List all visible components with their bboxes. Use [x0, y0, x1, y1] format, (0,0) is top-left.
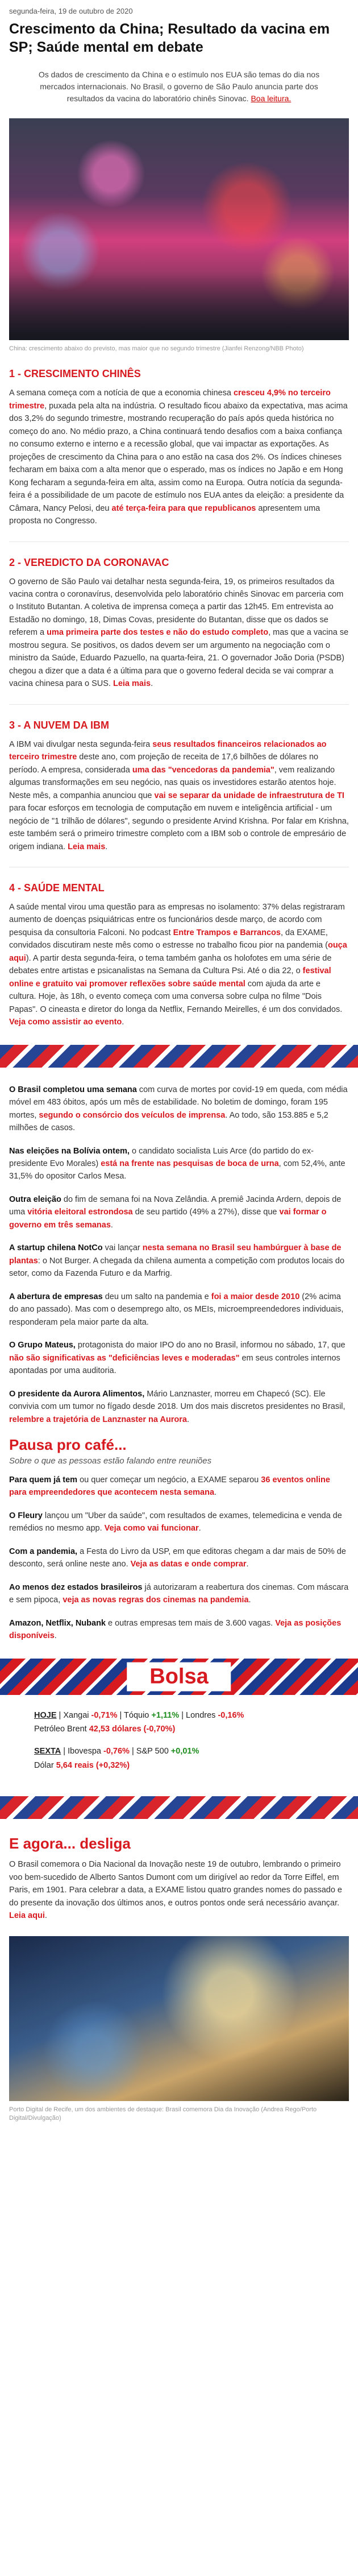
text: . [110, 1220, 113, 1230]
list-item [9, 1291, 349, 1329]
section-mental-health [0, 882, 358, 1029]
closing-title: E agora... desliga [9, 1835, 131, 1853]
text: . [214, 1488, 217, 1498]
quote-name: Dólar [34, 1760, 56, 1770]
stripe-banner [0, 1045, 358, 1068]
section-china [0, 368, 358, 527]
quote-extra: (+0,32%) [93, 1760, 130, 1770]
link[interactable]: Veja as datas e onde comprar [130, 1560, 247, 1569]
news-bullets [0, 1084, 358, 1426]
link[interactable]: seus resultados financeiros relacionados ao terceiro trimestre [9, 739, 327, 762]
issue-date: segunda-feira, 19 de outubro de 2020 [9, 7, 133, 15]
text: protagonista do maior IPO do ano no Brasil, informou no sábado, 17, que [75, 1341, 345, 1350]
stripe-pattern [0, 1796, 358, 1819]
link[interactable]: segundo o consórcio dos veículos de imprensa [39, 1110, 226, 1120]
quote-item [34, 1761, 130, 1770]
link[interactable]: Veja como assistir ao evento [9, 1018, 122, 1027]
section-title: 2 - VEREDICTO DA CORONAVAC [9, 556, 169, 568]
section-title: 3 - A NUVEM DA IBM [9, 719, 110, 731]
section-ibm [0, 720, 358, 853]
closing-body [0, 1853, 358, 1928]
text: vai lançar [102, 1243, 143, 1253]
lead: O Fleury [9, 1511, 43, 1520]
stripe-pattern [0, 1045, 358, 1068]
lead: A startup chilena NotCo [9, 1243, 103, 1253]
section-title: 4 - SAÚDE MENTAL [9, 882, 105, 894]
lead: Para quem já tem [9, 1475, 78, 1485]
quote-value: -0,16% [218, 1710, 244, 1720]
text: Mário Lanznaster, morreu em Chapecó (SC). Ele convivia com um tumor no fígado desde 2018. Um dos mais discretos presidentes no Brasil, [9, 1389, 345, 1412]
lead: O Brasil completou uma semana [9, 1085, 137, 1094]
section-body [9, 738, 349, 853]
link[interactable]: Entre Trampos e Barrancos [173, 928, 281, 937]
section-body [9, 901, 349, 1029]
text: em seus controles internos apontadas por uma auditoria. [9, 1353, 340, 1376]
text: a Festa do Livro da USP, em que editoras chegam a dar mais de 50% de desconto, será online neste ano. [9, 1547, 346, 1569]
text: . [151, 679, 153, 689]
text: para focar esforços em tecnologia de computação em nuvem e inteligência artificial - um negócio de "1 trilhão de dólares", segundo o presidente Arvind Krishna. Por falar em Krishna, este também será o primeiro trimestre completo com a IBM sob o controle de empresário de origem indiana. [9, 804, 349, 851]
text: , puxada pela alta na indústria. O resultado ficou abaixo da expectativa, mas acima dos 3,2% do segundo trimestre, mostrando recuperação do país após queda histórica no começo do ano. No médio prazo, a China continuará tendo desafios com a baixa confiança no consumo externo e interno e a recessão global, que vai impactar as exportações. As projeções de crescimento da China para o ano estão na casa dos 2%. Os índices chineses fecharam em baixa com a alta menor que o esperado, mas os índices no Japão e em Hong Kong fecharam a segunda-feira em alta, assim como na Europa. Outra notícia da segunda-feira é a possibilidade de um pacote de estímulo nos EUA antes da eleição: a presidente da Câmara, Nancy Pelosi, deu [9, 401, 348, 513]
quote-value: -0,76% [103, 1746, 130, 1756]
link[interactable]: ouça aqui [9, 941, 347, 963]
headline: Crescimento da China; Resultado da vacina em SP; Saúde mental em debate [9, 21, 330, 55]
link[interactable]: nesta semana no Brasil seu hambúrguer à base de plantas [9, 1243, 342, 1266]
text: . [122, 1018, 124, 1027]
text: com ajuda da arte e cultura. Hoje, às 18h, o evento começa com uma conversa sobre culpa no filme "Dois Papas". O cineasta e diretor do longa da Netflix, Fernando Meirelles, é um dos convidados. [9, 979, 343, 1014]
text: A semana começa com a notícia de que a economia chinesa [9, 388, 234, 398]
lead: Com a pandemia, [9, 1547, 78, 1556]
text: do fim de semana foi na Nova Zelândia. A premiê Jacinda Ardern, depois de uma [9, 1194, 342, 1217]
closing-caption: Porto Digital de Recife, um dos ambientes de destaque: Brasil comemora Dia da Inovação (Andrea Rego/Porto Digital/Divulgação) [9, 2106, 317, 2122]
text: , vem realizando algumas transformações em seu negócio, nas quais os investidores estarão atentos hoje. Neste mês, a companhia anunciou que [9, 765, 336, 800]
list-item [9, 1242, 349, 1280]
link[interactable]: até terça-feira para que republicanos [111, 503, 256, 513]
text: ou quer começar um negócio, a EXAME separou [77, 1475, 261, 1485]
coffee-break-subtitle: Sobre o que as pessoas estão falando entre reuniões [9, 1456, 212, 1466]
section-title: 1 - CRESCIMENTO CHINÊS [9, 368, 141, 380]
link[interactable]: está na frente nas pesquisas de boca de urna [101, 1159, 279, 1169]
link[interactable]: cresceu 4,9% no terceiro trimestre [9, 388, 331, 411]
link[interactable]: vai formar o governo em três semanas [9, 1208, 327, 1230]
text: . [54, 1631, 57, 1641]
text: (2% acima do ano passado). Mas com o desemprego alto, os MEIs, microempreendedores individuais, responderam pela maior parte da alta. [9, 1292, 344, 1327]
text: . [246, 1560, 249, 1569]
quote-name: Xangai [63, 1710, 91, 1720]
text: . Ao todo, são 153.885 e 5,2 milhões de casos. [9, 1110, 328, 1133]
section-body [9, 576, 349, 690]
list-item [9, 1510, 349, 1535]
list-item [9, 1545, 349, 1571]
friday-label: SEXTA [34, 1746, 61, 1756]
text: deu um salto na pandemia e [102, 1292, 211, 1301]
link[interactable]: festival online e gratuito vai promover reflexões sobre saúde mental [9, 966, 331, 989]
crowd-shadow [9, 272, 349, 340]
quote-extra: (-0,70%) [141, 1725, 176, 1734]
quote-item [124, 1711, 179, 1720]
section-coronavac [0, 557, 358, 690]
quote-value: 5,64 reais [56, 1760, 94, 1770]
text: deste ano, com projeção de receita de 17,6 bilhões de dólares no período. A empresa, considerada [9, 752, 319, 775]
list-item [9, 1388, 349, 1426]
link[interactable]: 36 eventos online para empreendedores que acontecem nesta semana [9, 1475, 330, 1498]
list-item [9, 1145, 349, 1183]
coffee-break-title: Pausa pro café... [9, 1436, 127, 1453]
link[interactable]: não são significativas as "deficiências leves e moderadas" [9, 1353, 240, 1363]
lead: Outra eleição [9, 1194, 61, 1204]
text: A saúde mental virou uma questão para as empresas no isolamento: 37% delas registraram aumento de doenças psiquiátricas entre os funcionários desde março, de acordo com pesquisa da consultoria Falconi. No podcast [9, 902, 345, 937]
link[interactable]: vai se separar da unidade de infraestrutura de TI [154, 791, 344, 800]
list-item [9, 1581, 349, 1607]
intro [23, 69, 335, 105]
quote-name: Petróleo Brent [34, 1725, 89, 1734]
text: O Brasil comemora o Dia Nacional da Inovação neste 19 de outubro, lembrando o primeiro voo bem-sucedido de Alberto Santos Dumont com um dirigível ao redor da Torre Eiffel, em Paris, em 1901. Para celebrar a data, a EXAME listou quatro grandes nomes do passado e do presente da inovação dos últimos anos, e outros pontos onde será necessário avançar. [9, 1860, 342, 1908]
text: A IBM vai divulgar nesta segunda-feira [9, 739, 153, 749]
text: . [248, 1595, 251, 1605]
quote-value: -0,71% [91, 1710, 118, 1720]
quote-value: +1,11% [151, 1710, 180, 1720]
list-item [9, 1617, 349, 1643]
quote-name: Tóquio [124, 1710, 152, 1720]
text: . [105, 842, 108, 851]
link[interactable]: relembre a trajetória de Lanznaster na Aurora [9, 1415, 187, 1424]
divider [9, 541, 349, 542]
quote-name: S&P 500 [136, 1746, 171, 1756]
text: , com 52,4%, ante 31,5% do opositor Carlos Mesa. [9, 1159, 345, 1181]
today-quotes: HOJE | Xangai -0,71% | Tóquio +1,11% | Londres -0,16% Petróleo Brent 42,53 dólares (-0,70%) [34, 1710, 244, 1734]
china-photo [9, 118, 349, 340]
section-body [9, 387, 349, 527]
text: . [44, 1911, 47, 1921]
coffee-break-list [0, 1474, 358, 1643]
market-banner [0, 1659, 358, 1695]
market-title: Bolsa [127, 1662, 231, 1691]
text: apresentem uma proposta no Congresso. [9, 503, 320, 526]
link[interactable]: uma primeira parte dos testes e não do estudo completo [47, 628, 269, 638]
market-quotes [0, 1701, 358, 1781]
text: com curva de mortes por covid-19 em queda, com média móvel em 483 óbitos, após um mês de estabilidade. No boletim de domingo, foram 195 mortes, [9, 1085, 348, 1120]
text: , da EXAME, convidados discutiram neste mês como o estresse no trabalho ficou pior na pandemia ( [9, 928, 328, 950]
link[interactable]: vitória eleitoral estrondosa [27, 1208, 133, 1217]
lead: Ao menos dez estados brasileiros [9, 1582, 143, 1592]
link[interactable]: Veja como vai funcionar [104, 1524, 199, 1533]
text: . [198, 1524, 201, 1533]
text: o candidato socialista Luis Arce (do partido do ex-presidente Evo Morales) [9, 1146, 314, 1169]
photo-caption: China: crescimento abaixo do previsto, mas maior que no segundo trimestre (Jianfei Renzong/NBB Photo) [9, 345, 304, 352]
photo-glow [9, 1936, 349, 2101]
lead: Amazon, Netflix, Nubank [9, 1618, 106, 1628]
intro-text: Os dados de crescimento da China e o estímulo nos EUA são temas do dia nos mercados internacionais. No Brasil, o governo de São Paulo anuncia parte dos resultados da vacina do laboratório chinês Sinovac. [38, 70, 320, 103]
quote-item [68, 1747, 130, 1756]
link[interactable]: Veja as posições disponíveis [9, 1618, 342, 1641]
link[interactable]: Leia mais [68, 842, 106, 851]
list-item [9, 1084, 349, 1135]
quote-item [34, 1725, 175, 1734]
quote-item [136, 1747, 199, 1756]
lead: O presidente da Aurora Alimentos, [9, 1389, 145, 1399]
divider [9, 704, 349, 705]
list-item [9, 1193, 349, 1231]
text: : o Not Burger. A chegada da chilena aumenta a competição com produtos locais do setor, como da Fazenda Futuro e da Marfrig. [9, 1256, 345, 1279]
porto-digital-photo [9, 1936, 349, 2101]
link[interactable]: foi a maior desde 2010 [211, 1292, 300, 1301]
friday-quotes: SEXTA | Ibovespa -0,76% | S&P 500 +0,01% Dólar 5,64 reais (+0,32%) [34, 1746, 199, 1770]
link[interactable]: uma das "vencedoras da pandemia" [132, 765, 274, 775]
text: ). A partir desta segunda-feira, o tema também ganha os holofotes em uma série de debates entre artistas e psicanalistas na Semana da Cultura Psi. Até o dia 22, o [9, 953, 332, 976]
quote-name: Londres [186, 1710, 218, 1720]
intro-link[interactable]: Boa leitura. [251, 94, 292, 103]
quote-item [63, 1711, 117, 1720]
link[interactable]: Leia mais [113, 679, 151, 689]
text: O governo de São Paulo vai detalhar nesta segunda-feira, 19, os primeiros resultados da vacina contra o coronavírus, desenvolvida pelo laboratório chinês Sinovac em parceria com o Instituto Butantan. A coletiva de imprensa começa a partir das 12h45. Em entrevista ao Estadão no domingo, 18, Dimas Covas, presidente do Butantan, disse que os dados se referem a [9, 577, 344, 638]
stripe-banner [0, 1796, 358, 1819]
lead: O Grupo Mateus, [9, 1341, 76, 1350]
read-link[interactable]: Leia aqui [9, 1911, 45, 1921]
text: . [186, 1415, 189, 1424]
text: de seu partido (49% a 27%), disse que [132, 1208, 280, 1217]
quote-name: Ibovespa [68, 1746, 103, 1756]
text: e outras empresas tem mais de 3.600 vagas. [106, 1618, 276, 1628]
text: , mas que a vacina se mostrou segura. Se positivos, os dados devem ser um argumento na negociação com o ministro da Saúde, Eduardo Pazuello, na quarta-feira, 21. O governador João Doria (PSDB) chegou a dizer que a data é a última para que o governo federal decida se vai comprar a vacina chinesa para o SUS. [9, 628, 349, 689]
quote-item [186, 1711, 244, 1720]
lead: Nas eleições na Bolívia ontem, [9, 1146, 130, 1156]
quote-value: 42,53 dólares [89, 1725, 141, 1734]
quote-value: +0,01% [170, 1746, 199, 1756]
list-item [9, 1474, 349, 1499]
link[interactable]: veja as novas regras dos cinemas na pandemia [63, 1595, 249, 1605]
today-label: HOJE [34, 1710, 57, 1720]
lead: A abertura de empresas [9, 1292, 103, 1301]
list-item [9, 1339, 349, 1377]
text: lançou um "Uber da saúde", com resultados de exames, telemedicina e venda de remédios no mesmo app. [9, 1511, 342, 1533]
text: já autorizaram a reabertura dos cinemas. Com máscara e sem pipoca, [9, 1582, 349, 1605]
